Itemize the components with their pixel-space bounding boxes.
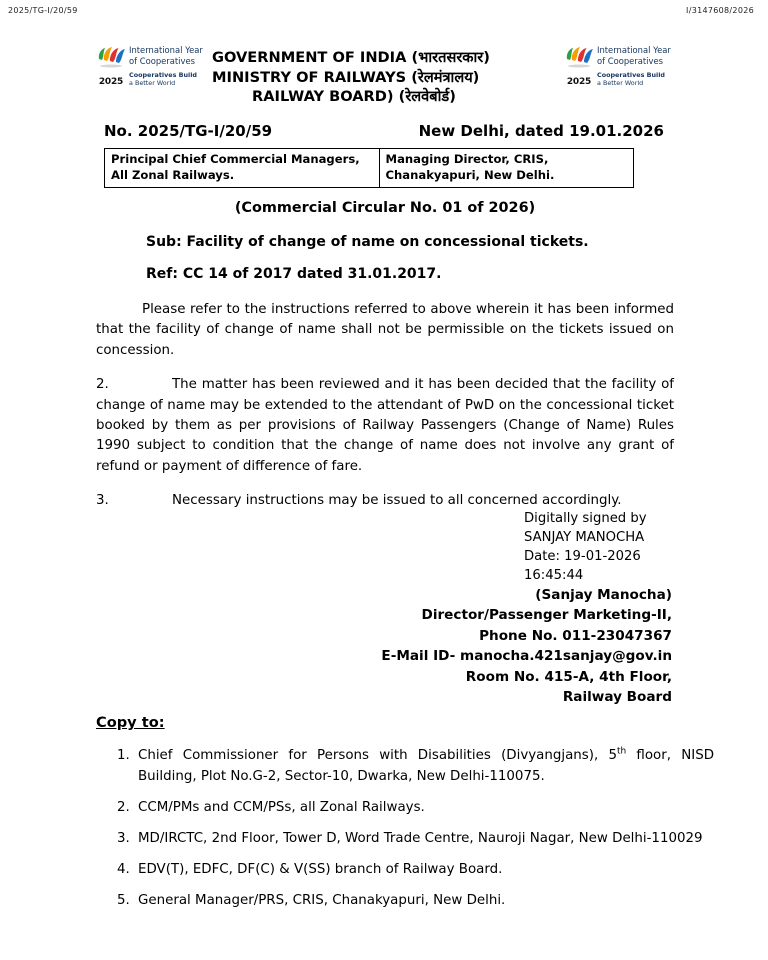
circular-number: (Commercial Circular No. 01 of 2026) xyxy=(234,200,536,216)
logo-line-3-right: Cooperatives Build xyxy=(597,71,665,79)
document-body xyxy=(96,200,674,525)
logo-caption-right xyxy=(597,44,671,87)
doves-emblem-icon xyxy=(96,44,126,90)
copy-item-1-text: Chief Commissioner for Persons with Disabilities (Divyangjans), 5th floor, NISD Building, Plot No.G-2, Sector-10, Dwarka, New Delhi-110075. xyxy=(138,747,715,784)
list-item: 2. CCM/PMs and CCM/PSs, all Zonal Railways. xyxy=(134,798,714,818)
signatory-email: E-Mail ID- manocha.421sanjay@gov.in xyxy=(381,648,672,665)
stamp-file-number-right: I/3147608/2026 xyxy=(686,6,754,15)
digital-signature-line-2: SANJAY MANOCHA xyxy=(524,530,645,546)
logo-year-right: 2025 xyxy=(566,77,592,87)
addressee-right-line-1: Managing Director, CRIS, xyxy=(385,152,549,166)
signatory-name: (Sanjay Manocha) xyxy=(535,587,672,603)
paragraph-2 xyxy=(96,375,674,477)
copy-to-heading: Copy to: xyxy=(96,714,165,731)
signatory-block xyxy=(300,585,672,707)
addressee-left-line-2: All Zonal Railways. xyxy=(111,167,235,182)
place-and-date: New Delhi, dated 19.01.2026 xyxy=(418,122,664,140)
signatory-designation: Director/Passenger Marketing-II, xyxy=(421,607,672,624)
letterhead xyxy=(96,44,672,107)
logo-line-2: of Cooperatives xyxy=(129,55,195,66)
addressee-right xyxy=(380,149,633,187)
org-line-2: MINISTRY OF RAILWAYS (रेलमंत्रालय) xyxy=(212,68,480,86)
digital-signature-line-3: Date: 19-01-2026 xyxy=(524,549,641,565)
logo-line-3: Cooperatives Build xyxy=(129,71,197,79)
paragraph-3-number: 3. xyxy=(96,493,109,508)
doves-emblem-icon-right xyxy=(564,44,594,90)
addressee-right-line-2: Chanakyapuri, New Delhi. xyxy=(385,167,555,182)
signatory-phone: Phone No. 011-23047367 xyxy=(479,627,672,644)
logo-line-2-right: of Cooperatives xyxy=(597,55,663,66)
logo-line-4-right: a Better World xyxy=(597,79,644,87)
subject-line: Sub: Facility of change of name on concessional tickets. xyxy=(146,234,589,250)
addressee-left-line-1: Principal Chief Commercial Managers, xyxy=(111,152,360,166)
logo-line-4: a Better World xyxy=(129,79,176,87)
digital-signature-line-1: Digitally signed by xyxy=(524,511,647,526)
signatory-office: Railway Board xyxy=(562,688,672,705)
digital-signature-line-4: 16:45:44 xyxy=(524,568,584,584)
copy-to-list xyxy=(96,746,714,922)
logo-year: 2025 xyxy=(98,77,124,87)
cooperatives-logo-left xyxy=(96,44,204,90)
list-item: 3. MD/IRCTC, 2nd Floor, Tower D, Word Trade Centre, Nauroji Nagar, New Delhi-110029 xyxy=(134,829,714,849)
letter-number: No. 2025/TG-I/20/59 xyxy=(104,122,273,140)
paragraph-1-text: Please refer to the instructions referred to above wherein it has been informed that the facility of change of name shall not be permissible on the tickets issued on concession. xyxy=(96,302,674,358)
org-line-1: GOVERNMENT OF INDIA (भारतसरकार) xyxy=(212,49,490,66)
digital-signature-stamp xyxy=(524,509,647,586)
paragraph-3-text: Necessary instructions may be issued to all concerned accordingly. xyxy=(172,493,622,508)
org-line-3: RAILWAY BOARD) (रेलवेबोर्ड) xyxy=(252,88,456,106)
paragraph-2-text: The matter has been reviewed and it has been decided that the facility of change of name may be extended to the attendant of PwD on the concessional ticket booked by them as per provisions of Railway Passengers (Change of Name) Rules 1990 subject to condition that the change of name does not involve any grant of refund or payment of difference of fare. xyxy=(96,377,674,474)
reference-line-text: Ref: CC 14 of 2017 dated 31.01.2017. xyxy=(146,266,442,282)
addressee-box xyxy=(104,148,634,188)
ordinal-suffix: th xyxy=(616,747,627,757)
list-item: 4. EDV(T), EDFC, DF(C) & V(SS) branch of Railway Board. xyxy=(134,860,714,880)
list-item: 5. General Manager/PRS, CRIS, Chanakyapuri, New Delhi. xyxy=(134,891,714,911)
logo-line-1: International Year xyxy=(129,45,203,55)
addressee-left xyxy=(105,149,380,187)
paragraph-2-number: 2. xyxy=(96,377,109,393)
paragraph-1 xyxy=(96,300,674,361)
logo-line-1-right: International Year xyxy=(597,45,671,55)
signatory-room: Room No. 415-A, 4th Floor, xyxy=(465,668,672,685)
stamp-file-number-left: 2025/TG-I/20/59 xyxy=(8,6,78,15)
logo-caption xyxy=(129,44,203,87)
list-item xyxy=(134,746,714,787)
organisation-title xyxy=(204,44,564,107)
reference-line xyxy=(104,122,664,140)
cooperatives-logo-right xyxy=(564,44,672,90)
